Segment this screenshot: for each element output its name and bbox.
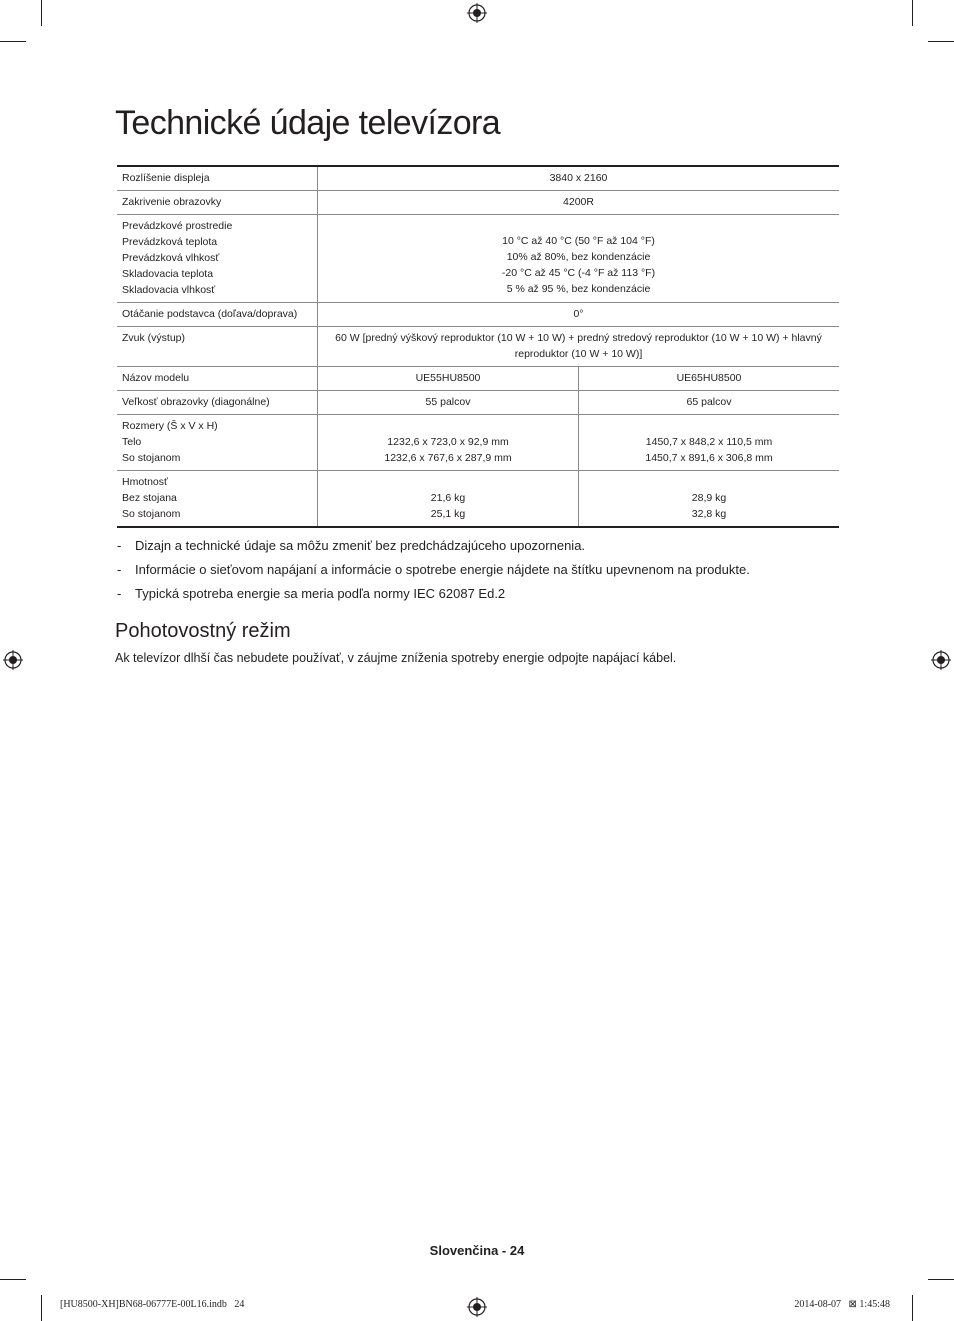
table-row <box>117 191 839 215</box>
spec-value: 60 W [predný výškový reproduktor (10 W + 10 W) + predný stredový reproduktor (10 W + 10 W) + hlavný reproduktor (10 W + 10 W)] <box>335 332 822 360</box>
spec-value: 3840 x 2160 <box>549 172 608 184</box>
spec-label: Zvuk (výstup) <box>117 327 318 367</box>
spec-label-line: Skladovacia vlhkosť <box>122 284 216 296</box>
table-row <box>117 327 839 367</box>
crop-mark <box>912 1295 913 1321</box>
spec-label-line: Prevádzková vlhkosť <box>122 252 220 264</box>
notes-list <box>117 534 750 606</box>
spec-value-line: 1450,7 x 848,2 x 110,5 mm <box>645 436 773 448</box>
spec-label-line: Skladovacia teplota <box>122 268 214 280</box>
table-row <box>117 166 839 191</box>
spec-table <box>117 165 839 528</box>
page-number: Slovenčina - 24 <box>429 1243 525 1258</box>
table-row <box>117 415 839 471</box>
list-item: - Typická spotreba energie sa meria podľa normy IEC 62087 Ed.2 <box>117 582 750 606</box>
spec-value: UE55HU8500 <box>318 367 579 391</box>
list-item: - Informácie o sieťovom napájaní a informácie o spotrebe energie nájdete na štítku upevnenom na produkte. <box>117 558 750 582</box>
spec-value <box>579 471 840 528</box>
spec-label-line: Prevádzková teplota <box>122 236 218 248</box>
spec-value-line: 21,6 kg <box>430 492 466 504</box>
spec-value <box>318 215 840 303</box>
registration-mark-icon <box>467 3 487 23</box>
spec-label-line: Rozmery (Š x V x H) <box>122 420 218 432</box>
spec-label: Názov modelu <box>117 367 318 391</box>
spec-label-line: So stojanom <box>122 452 181 464</box>
spec-label-line: Bez stojana <box>122 492 177 504</box>
spec-value-line: 1450,7 x 891,6 x 306,8 mm <box>645 452 773 464</box>
spec-value: 55 palcov <box>318 391 579 415</box>
spec-value: UE65HU8500 <box>676 372 742 384</box>
spec-label: Veľkosť obrazovky (diagonálne) <box>117 391 318 415</box>
spec-label-line: So stojanom <box>122 508 181 520</box>
spec-value <box>579 415 840 471</box>
table-row <box>117 303 839 327</box>
spec-value-line: 28,9 kg <box>691 492 727 504</box>
spec-label: Zakrivenie obrazovky <box>117 191 318 215</box>
spec-value-line: -20 °C až 45 °C (-4 °F až 113 °F) <box>501 267 656 279</box>
page-title: Technické údaje televízora <box>115 104 501 142</box>
crop-mark <box>0 41 26 42</box>
spec-label <box>117 471 318 528</box>
spec-label-line: Prevádzkové prostredie <box>122 220 233 232</box>
spec-value-line: 10 °C až 40 °C (50 °F až 104 °F) <box>502 235 655 247</box>
registration-mark-icon <box>467 1297 487 1317</box>
list-item: - Dizajn a technické údaje sa môžu zmeniť bez predchádzajúceho upozornenia. <box>117 534 750 558</box>
crop-mark <box>41 0 42 26</box>
spec-label <box>117 215 318 303</box>
table-row <box>117 471 839 528</box>
print-slug: [HU8500-XH]BN68-06777E-00L16.indb 24 <box>60 1299 245 1310</box>
spec-value-line: 5 % až 95 %, bez kondenzácie <box>506 283 651 295</box>
spec-label: Otáčanie podstavca (doľava/doprava) <box>117 303 318 327</box>
spec-value-line: 1232,6 x 767,6 x 287,9 mm <box>384 452 512 464</box>
spec-value <box>318 471 579 528</box>
crop-mark <box>0 1279 26 1280</box>
table-row <box>117 391 839 415</box>
crop-mark <box>912 0 913 26</box>
spec-value-line: 25,1 kg <box>430 508 466 520</box>
spec-value <box>318 415 579 471</box>
registration-mark-icon <box>3 650 23 670</box>
spec-value: 0° <box>573 308 584 320</box>
crop-mark <box>928 41 954 42</box>
spec-value-line: 32,8 kg <box>691 508 727 520</box>
table-row <box>117 367 839 391</box>
table-row <box>117 215 839 303</box>
registration-mark-icon <box>931 650 951 670</box>
spec-value: 4200R <box>563 196 594 208</box>
spec-label <box>117 415 318 471</box>
spec-value: 65 palcov <box>686 396 732 408</box>
section-heading: Pohotovostný režim <box>115 620 291 642</box>
spec-label-line: Telo <box>122 436 142 448</box>
spec-label: Rozlíšenie displeja <box>117 166 318 191</box>
spec-value-line: 10% až 80%, bez kondenzácie <box>506 251 651 263</box>
print-timestamp: 2014-08-07 ⊠ 1:45:48 <box>794 1299 890 1310</box>
crop-mark <box>41 1295 42 1321</box>
spec-value-line: 1232,6 x 723,0 x 92,9 mm <box>387 436 509 448</box>
crop-mark <box>928 1279 954 1280</box>
section-text: Ak televízor dlhší čas nebudete používať, v záujme zníženia spotreby energie odpojte napájací kábel. <box>115 651 677 665</box>
spec-label-line: Hmotnosť <box>122 476 168 488</box>
